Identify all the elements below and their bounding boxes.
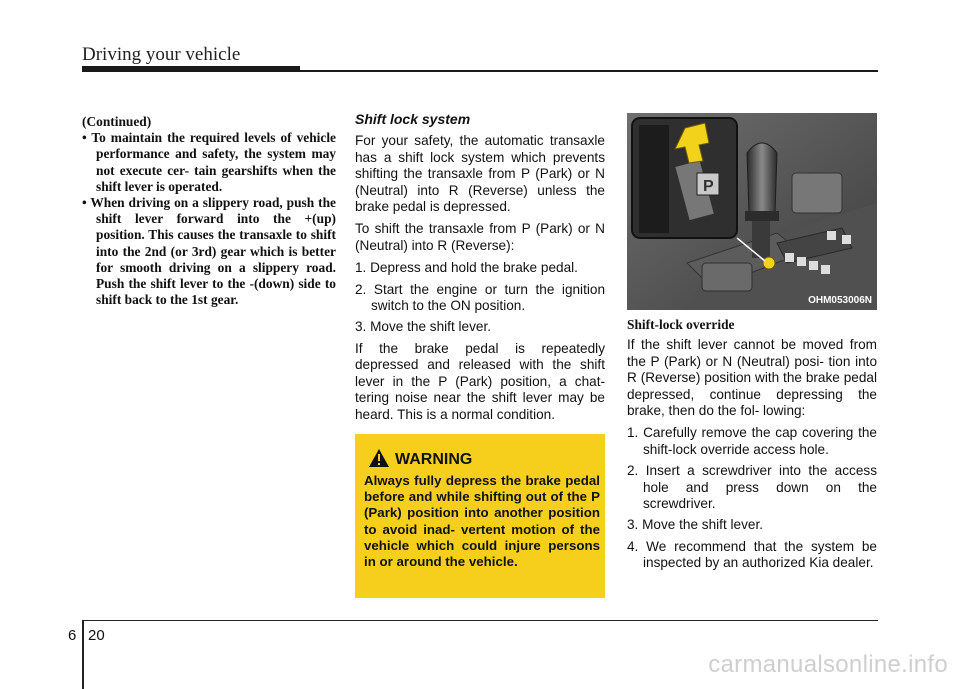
paragraph: If the shift lever cannot be moved from the P (Park) or N (Neutral) posi- tion into R (Reverse) position with the brake pedal depressed, continue depressing the brake, then do the fol- lowing: bbox=[627, 337, 877, 419]
bullet-item: • To maintain the required levels of vehicle performance and safety, the system may not execute cer- tain gearshifts when the shift lever is operated. bbox=[82, 130, 336, 194]
step-item: 3. Move the shift lever. bbox=[627, 517, 764, 533]
figure-code: OHM053006N bbox=[808, 295, 872, 306]
bullet-item: • When driving on a slippery road, push the shift lever forward into the +(up) position. This causes the transaxle to shift into the 2nd (or 3rd) gear which is better for smooth driving on a slippery road. Push the shift lever to the -(down) side to shift back to the 1st gear. bbox=[82, 195, 336, 308]
header-rule-thick bbox=[82, 66, 300, 72]
step-item: 1. Depress and hold the brake pedal. bbox=[355, 260, 578, 276]
footer-rule bbox=[82, 620, 878, 621]
column-right bbox=[627, 317, 877, 577]
paragraph: For your safety, the automatic transaxle has a shift lock system which prevents shifting the transaxle from P (Park) or N (Neutral) into R (Reverse) unless the brake pedal is depressed. bbox=[355, 133, 605, 215]
warning-body: Always fully depress the brake pedal before and while shifting out of the P (Park) position into another position to avoid inad- vertent motion of the vehicle which could injure persons in or around the vehicle. bbox=[364, 473, 600, 570]
shift-console-drawing bbox=[627, 113, 877, 310]
continued-label: (Continued) bbox=[82, 114, 152, 129]
step-item: 2. Insert a screwdriver into the access hole and press down on the screwdriver. bbox=[627, 463, 877, 512]
page-number: 20 bbox=[88, 627, 105, 644]
column-left bbox=[82, 114, 336, 308]
header-rule-thin bbox=[300, 70, 878, 72]
watermark: carmanualsonline.info bbox=[708, 651, 948, 678]
column-middle bbox=[355, 111, 605, 429]
section-heading: Shift lock system bbox=[355, 111, 471, 127]
warning-triangle-icon bbox=[368, 448, 390, 468]
step-item: 1. Carefully remove the cap covering the shift-lock override access hole. bbox=[627, 425, 877, 457]
warning-title: WARNING bbox=[395, 451, 473, 468]
step-item: 2. Start the engine or turn the ignition switch to the ON position. bbox=[355, 281, 605, 314]
paragraph: To shift the transaxle from P (Park) or N (Neutral) into R (Reverse): bbox=[355, 221, 605, 253]
chapter-number: 6 bbox=[68, 627, 77, 644]
footer-divider bbox=[82, 620, 84, 689]
warning-box bbox=[355, 434, 605, 598]
p-label: P bbox=[703, 178, 714, 195]
paragraph: If the brake pedal is repeatedly depressed and released with the shift lever in the P (Park) position, a chat- tering noise near the shift lever may be heard. This is a normal condition. bbox=[355, 340, 605, 422]
shift-lever-illustration bbox=[627, 113, 877, 310]
step-item: 4. We recommend that the system be inspected by an authorized Kia dealer. bbox=[627, 538, 877, 571]
step-item: 3. Move the shift lever. bbox=[355, 319, 492, 335]
header-title: Driving your vehicle bbox=[82, 44, 241, 65]
section-heading: Shift-lock override bbox=[627, 317, 735, 332]
